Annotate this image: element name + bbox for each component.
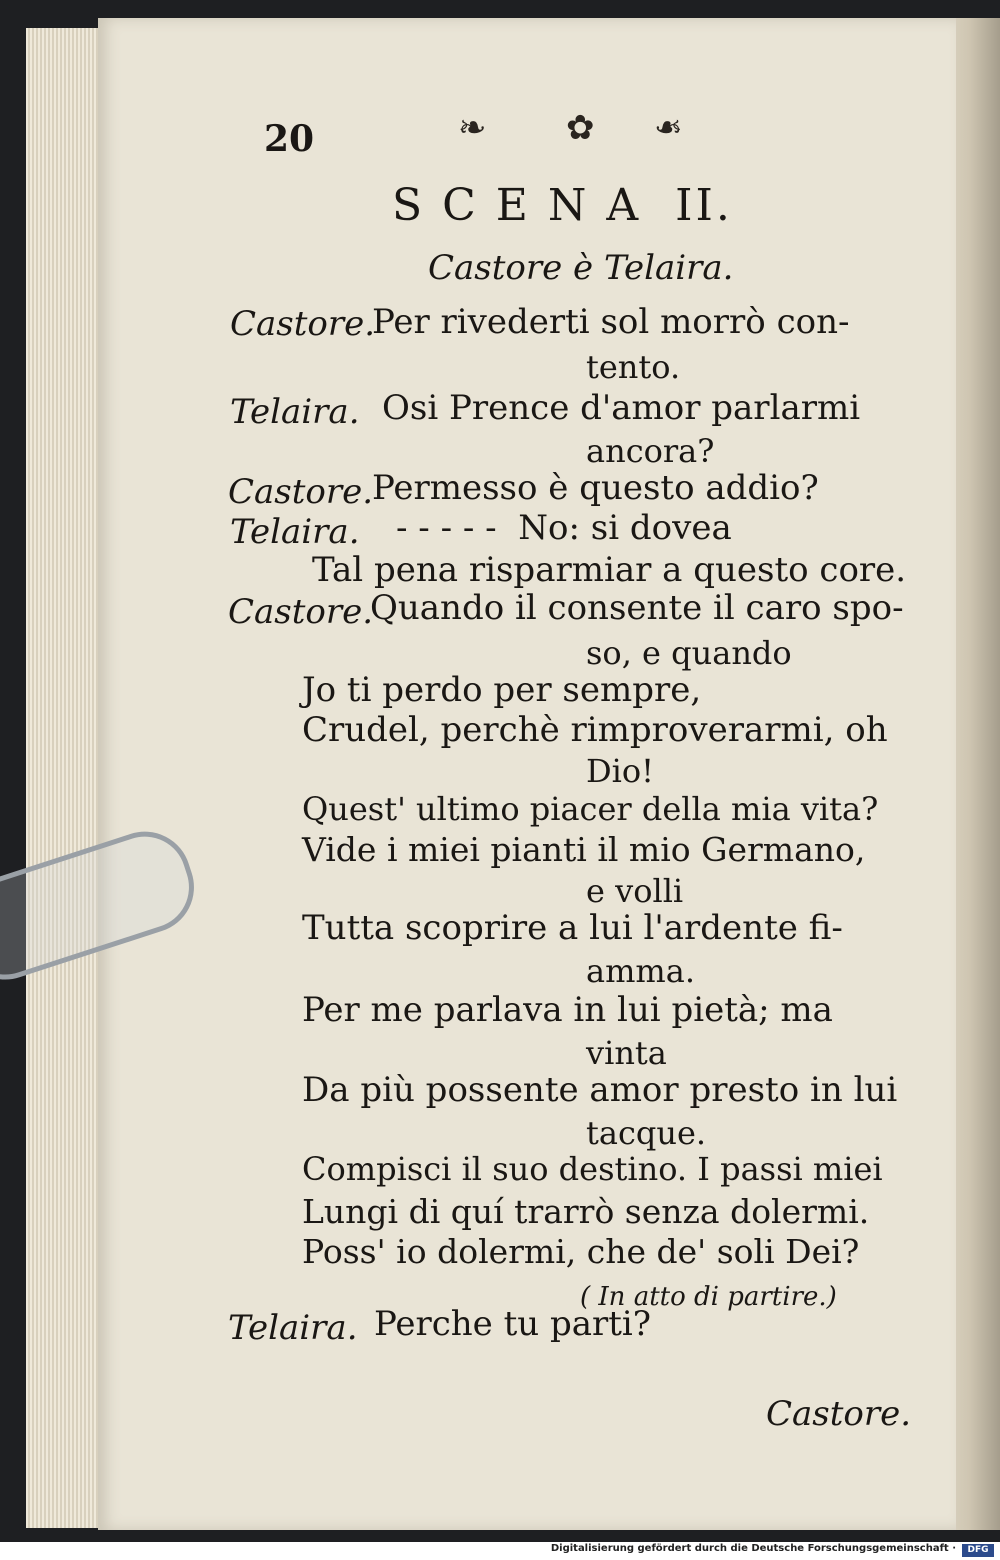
speaker-castore: Castore. xyxy=(228,472,374,512)
speaker-telaira: Telaira. xyxy=(228,1308,358,1348)
line-12: Dio! xyxy=(586,752,655,790)
line-13: Quest' ultimo piacer della mia vita? xyxy=(302,790,879,828)
line-7: Tal pena risparmiar a questo core. xyxy=(312,550,907,590)
line-14: Vide i miei pianti il mio Germano, xyxy=(302,830,866,869)
speaker-telaira: Telaira. xyxy=(230,512,360,552)
speaker-castore: Castore. xyxy=(230,304,376,344)
line-16: Tutta scoprire a lui l'ardente fi- xyxy=(302,908,843,948)
page-number: 20 xyxy=(264,118,315,160)
line-26: Perche tu parti? xyxy=(374,1304,652,1344)
catchword: Castore. xyxy=(766,1394,912,1434)
line-21: tacque. xyxy=(586,1114,707,1152)
speaker-telaira: Telaira. xyxy=(230,392,360,432)
line-24: Poss' io dolermi, che de' soli Dei? xyxy=(302,1232,860,1271)
line-10: Jo ti perdo per sempre, xyxy=(302,670,702,710)
line-5: Permesso è questo addio? xyxy=(372,468,819,508)
line-2: tento. xyxy=(586,348,681,386)
page-stack-left xyxy=(26,28,100,1528)
line-22: Compisci il suo destino. I passi miei xyxy=(302,1150,883,1188)
line-23: Lungi di quí trarrò senza dolermi. xyxy=(302,1192,870,1231)
dfg-logo: DFG xyxy=(962,1544,994,1557)
footer-credit: Digitalisierung gefördert durch die Deutsche Forschungsgemeinschaft · xyxy=(550,1543,956,1554)
line-3: Osi Prence d'amor parlarmi xyxy=(382,388,861,428)
line-1: Per rivederti sol morrò con- xyxy=(372,302,850,342)
stage-direction: ( In atto di partire.) xyxy=(580,1282,837,1312)
ornament-right-icon: ❧ xyxy=(654,108,683,148)
line-19: vinta xyxy=(586,1034,667,1072)
ornament-left-icon: ❧ xyxy=(458,108,487,148)
line-11: Crudel, perchè rimproverarmi, oh xyxy=(302,710,888,750)
line-6: - - - - - No: si dovea xyxy=(396,508,732,548)
line-15: e volli xyxy=(586,872,684,910)
line-8: Quando il consente il caro spo- xyxy=(370,588,904,628)
line-17: amma. xyxy=(586,952,696,990)
speaker-castore: Castore. xyxy=(228,592,374,632)
line-20: Da più possente amor presto in lui xyxy=(302,1070,898,1110)
scene-title: S C E N A II. xyxy=(392,180,733,231)
scene-persons: Castore è Telaira. xyxy=(428,248,734,288)
line-9: so, e quando xyxy=(586,634,792,672)
line-4: ancora? xyxy=(586,432,715,470)
line-18: Per me parlava in lui pietà; ma xyxy=(302,990,833,1030)
ornament-center-icon: ✿ xyxy=(566,108,595,148)
